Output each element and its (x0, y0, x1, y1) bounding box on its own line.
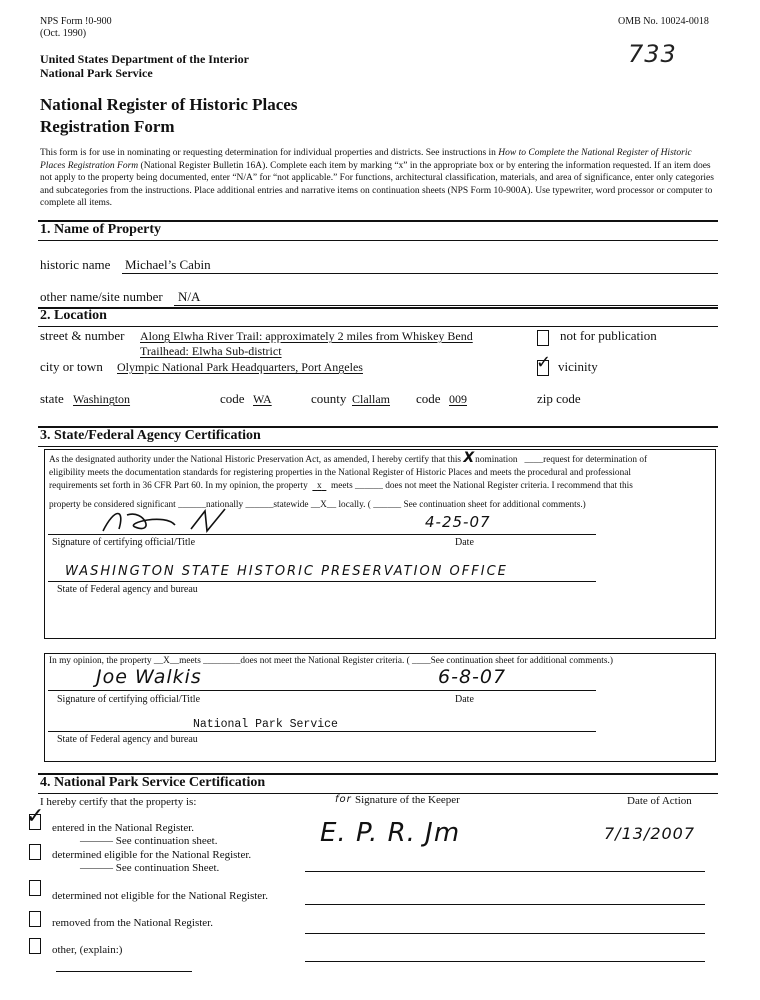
keeper-signature-label: Signature of the Keeper (355, 794, 460, 806)
explain-line (56, 971, 192, 972)
zip-code-label: zip code (537, 391, 581, 406)
signature-line (48, 690, 596, 691)
keeper-line (305, 961, 705, 962)
certification-date: 4-25-07 (425, 513, 491, 531)
form-subtitle: Registration Form (40, 117, 175, 136)
agency-line (48, 581, 596, 582)
removed-checkbox[interactable] (29, 911, 41, 927)
entered-check-mark: ✓ (26, 804, 46, 829)
keeper-line (305, 904, 705, 905)
opinion-signature-label: Signature of certifying official/Title (57, 694, 201, 705)
see-continuation-1: ——— See continuation sheet. (80, 835, 218, 847)
state-code-value: WA (253, 392, 272, 406)
not-for-publication-checkbox[interactable] (537, 330, 549, 346)
section-divider (38, 240, 718, 241)
section-divider (38, 446, 718, 447)
keeper-line (305, 871, 705, 872)
not-for-publication-label: not for publication (560, 328, 657, 343)
see-continuation-2: ——— See continuation Sheet. (80, 862, 220, 874)
significance-line: property be considered significant ______nationally ______statewide __X__ locally. ( ______ See continuation sheet for additional comments.) (49, 500, 586, 510)
opinion-date: 6-8-07 (438, 666, 507, 688)
agency-label: State of Federal agency and bureau (57, 584, 198, 595)
section2-heading: 2. Location (40, 308, 107, 323)
city-label: city or town (40, 359, 103, 374)
section-divider (38, 307, 718, 309)
county-value: Clallam (352, 392, 390, 406)
street-value-continued: Trailhead: Elwha Sub-district (140, 344, 282, 358)
county-code-value: 009 (449, 392, 467, 406)
for-mark: for (335, 794, 352, 805)
historic-name-value: Michael’s Cabin (125, 257, 211, 272)
form-title: National Register of Historic Places (40, 95, 298, 114)
omb-number: OMB No. 10024-0018 (618, 16, 709, 27)
state-label: state (40, 391, 64, 406)
section1-heading: 1. Name of Property (40, 222, 162, 237)
signature-label: Signature of certifying official/Title (52, 537, 196, 548)
section3-heading: 3. State/Federal Agency Certification (40, 428, 261, 443)
field-underline (122, 273, 718, 274)
date-of-action-value: 7/13/2007 (604, 824, 696, 843)
field-underline (174, 305, 718, 306)
certifying-official-signature (95, 505, 245, 537)
section4-heading: 4. National Park Service Certification (40, 775, 266, 790)
determined-eligible-checkbox[interactable] (29, 844, 41, 860)
county-code-label: code (416, 391, 441, 406)
street-label: street & number (40, 328, 125, 343)
nomination-mark: X (463, 450, 476, 466)
other-checkbox[interactable] (29, 938, 41, 954)
agency-name: National Park Service (40, 66, 153, 80)
removed-label: removed from the National Register. (52, 917, 213, 929)
signature-line (48, 534, 596, 535)
opinion-meets-mark: X (163, 656, 170, 666)
date-label: Date (455, 537, 474, 548)
date-of-action-label: Date of Action (627, 795, 692, 807)
other-name-value: N/A (178, 289, 201, 304)
county-label: county (311, 391, 347, 406)
opinion-agency-label: State of Federal agency and bureau (57, 734, 198, 745)
keeper-signature: E. P. R. Jm (320, 818, 461, 848)
state-code-label: code (220, 391, 245, 406)
keeper-line (305, 933, 705, 934)
determined-not-eligible-label: determined not eligible for the National Register. (52, 890, 268, 902)
vicinity-check-mark: ✓ (536, 352, 553, 373)
other-name-label: other name/site number (40, 289, 163, 304)
agency-handwritten: WASHINGTON STATE HISTORIC PRESERVATION OFFICE (65, 564, 508, 579)
instructions-paragraph: This form is for use in nominating or requesting determination for individual properties and districts. See instructions in How to Complete the National Register of Historic Places Registration Form (National Register Bulletin 16A). Complete each item by marking “x” in the appropriate box or by entering the information requested. If an item does not apply to the property being documented, enter “N/A” for “not applicable.” For functions, architectural classification, materials, and area of significance, enter only categories and subcategories from the instructions. Place additional entries and narrative items on continuation sheets (NPS Form 10-900A). Use typewriter, word processor or computer to complete all items. (40, 148, 714, 208)
entered-label: entered in the National Register. (52, 822, 195, 834)
other-label: other, (explain:) (52, 944, 123, 956)
city-value: Olympic National Park Headquarters, Port Angeles (117, 360, 363, 374)
handwritten-record-number: 733 (628, 40, 677, 68)
section-divider (38, 326, 718, 327)
state-value: Washington (73, 392, 131, 406)
historic-name-label: historic name (40, 257, 111, 272)
street-value: Along Elwha River Trail: approximately 2 miles from Whiskey Bend (140, 329, 473, 343)
opinion-statement: In my opinion, the property __X__meets ________does not meet the National Register criteria. ( ____See continuation sheet for additional comments.) (49, 656, 613, 666)
nps-certification-intro: I hereby certify that the property is: (40, 796, 197, 808)
department-name: United States Department of the Interior (40, 52, 249, 66)
form-number: NPS Form !0-900 (40, 16, 112, 27)
form-date: (Oct. 1990) (40, 28, 87, 39)
determined-eligible-label: determined eligible for the National Register. (52, 849, 252, 861)
determined-not-eligible-checkbox[interactable] (29, 880, 41, 896)
opinion-date-label: Date (455, 694, 474, 705)
opinion-agency-value: National Park Service (193, 718, 338, 731)
agency-line (48, 731, 596, 732)
meets-mark: x (317, 481, 322, 491)
vicinity-label: vicinity (558, 359, 598, 374)
statewide-mark: X (320, 500, 327, 510)
opinion-signature: Joe Walkis (96, 666, 202, 688)
certification-statement: As the designated authority under the National Historic Preservation Act, as amended, I hereby certify that this Xnomination ____request for determination of eligibility meets the documentation standards for registering properties in the National Register of Historic Places and meets the procedural and professional requirements set forth in 36 CFR Part 60. In my opinion, the property x meets ______ does not meet the National Register criteria. I recommend that this (49, 450, 648, 491)
